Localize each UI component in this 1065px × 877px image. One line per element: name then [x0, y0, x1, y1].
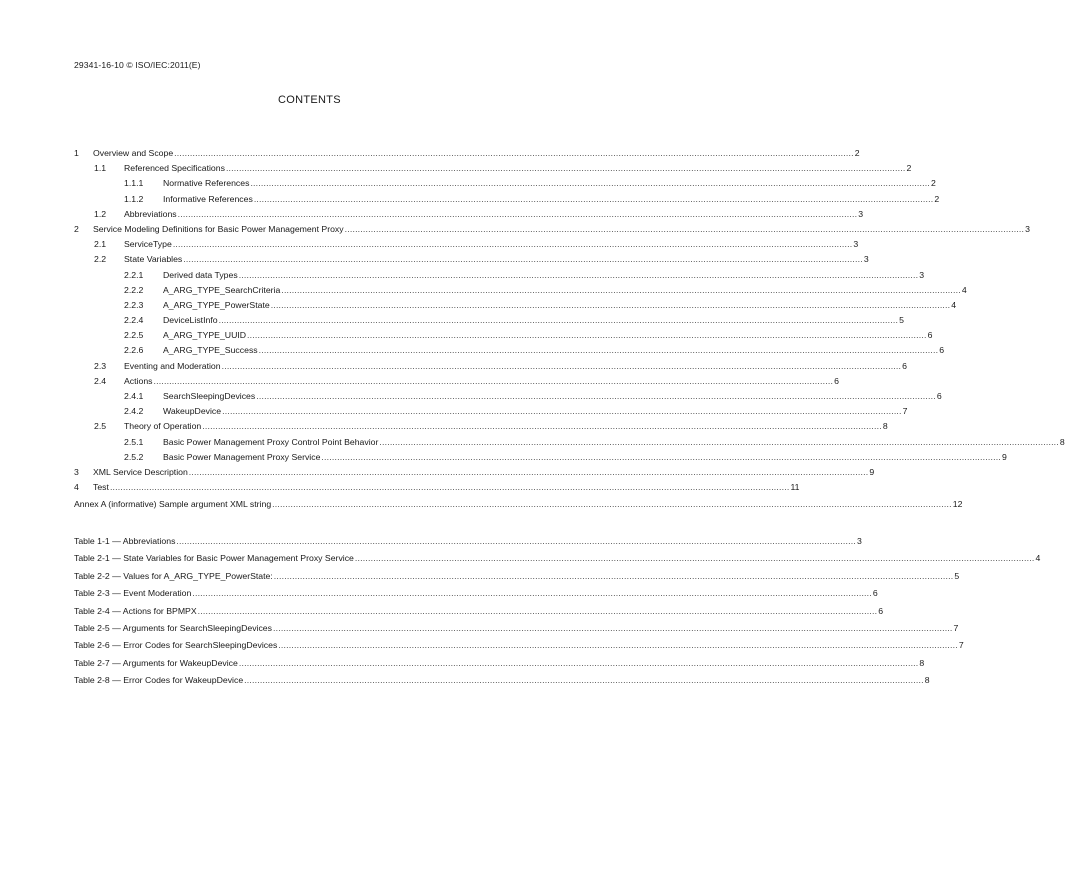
table-list-page: 3 — [856, 536, 862, 546]
toc-entry-title: Theory of Operation — [124, 421, 202, 432]
toc-entry[interactable] — [74, 313, 904, 328]
dot-leader — [250, 176, 930, 191]
document-header: 29341-16-10 © ISO/IEC:2011(E) — [74, 60, 201, 70]
toc-entry-title: Service Modeling Definitions for Basic Power Management Proxy — [93, 223, 344, 234]
dot-leader — [192, 585, 872, 602]
toc-entry-page: 2 — [931, 178, 936, 189]
table-list-page: 8 — [924, 675, 930, 686]
toc-entry-page: 3 — [1025, 223, 1031, 234]
table-list-title: Table 2-7 — Arguments for WakeupDevice — [74, 657, 238, 668]
dot-leader — [239, 655, 919, 672]
dot-leader — [189, 465, 869, 480]
dot-leader — [178, 207, 858, 222]
toc-entry[interactable] — [74, 283, 967, 298]
toc-entry[interactable] — [74, 161, 912, 176]
toc-entry-number: 2.3 — [94, 360, 107, 371]
toc-entry-title: A_ARG_TYPE_UUID — [163, 330, 247, 341]
toc-entry[interactable] — [74, 389, 942, 404]
toc-entry-number: 3 — [74, 466, 79, 477]
toc-entry-number: 2.2.3 — [124, 299, 144, 310]
toc-entry-number: 2.5.1 — [124, 436, 144, 447]
table-list-title: Table 2-1 — State Variables for Basic Power Management Proxy Service — [74, 553, 354, 564]
toc-entry-page: 11 — [790, 482, 800, 493]
dot-leader — [239, 268, 919, 283]
table-list-entry[interactable] — [74, 585, 878, 602]
toc-entry[interactable] — [74, 252, 869, 267]
dot-leader — [259, 343, 939, 358]
table-list-entry[interactable] — [74, 620, 959, 637]
toc-entry-page: 5 — [899, 315, 904, 326]
table-list-title: Table 2-5 — Arguments for SearchSleepingDevices — [74, 622, 272, 633]
toc-entry-page: 6 — [902, 360, 907, 371]
toc-entry-number: 2.1 — [94, 239, 107, 250]
toc-entry[interactable] — [74, 465, 875, 480]
toc-entry-number: 1.1.1 — [124, 178, 144, 189]
toc-entry[interactable] — [74, 192, 940, 207]
toc-entry-title: Basic Power Management Proxy Control Point Behavior — [163, 436, 379, 447]
table-list-entry[interactable] — [74, 568, 960, 585]
dot-leader — [345, 222, 1025, 237]
toc-entry-number: 1.1.2 — [124, 193, 144, 204]
toc-entry-title: Abbreviations — [124, 208, 177, 219]
toc-entry-page: 2 — [854, 148, 860, 158]
toc-entry-number: 1.2 — [94, 208, 107, 219]
dot-leader — [219, 313, 899, 328]
table-list-entry[interactable] — [74, 655, 925, 672]
toc-entry-page: 3 — [858, 208, 864, 219]
table-list-page: 7 — [953, 622, 959, 633]
toc-entry-title: SearchSleepingDevices — [163, 391, 256, 401]
toc-entry-number: 1 — [74, 148, 79, 158]
toc-entry-page: 3 — [919, 269, 925, 280]
dot-leader — [355, 550, 1035, 567]
dot-leader — [226, 161, 906, 176]
toc-entry-number: 2.2 — [94, 254, 107, 265]
table-list-title: Table 2-8 — Error Codes for WakeupDevice — [74, 675, 244, 686]
dot-leader — [379, 435, 1059, 450]
dot-leader — [198, 603, 878, 620]
list-of-tables — [74, 533, 1041, 690]
toc-entry[interactable] — [74, 328, 933, 343]
toc-entry[interactable] — [74, 146, 860, 161]
table-list-title: Table 1-1 — Abbreviations — [74, 536, 176, 546]
dot-leader — [176, 533, 856, 550]
toc-entry-title: Informative References — [163, 193, 253, 204]
table-list-page: 7 — [958, 640, 964, 651]
table-list-entry[interactable] — [74, 672, 930, 689]
contents-title: CONTENTS — [278, 94, 341, 106]
toc-entry-number: 2 — [74, 223, 79, 234]
dot-leader — [174, 146, 854, 161]
table-list-entry[interactable] — [74, 533, 862, 550]
toc-entry[interactable] — [74, 268, 925, 283]
toc-entry-page: 2 — [934, 193, 940, 204]
toc-entry-title: DeviceListInfo — [163, 315, 218, 326]
toc-entry-page: 2 — [906, 163, 912, 174]
toc-entry-number: 2.2.2 — [124, 284, 144, 295]
toc-entry-number: 2.2.4 — [124, 315, 144, 326]
toc-entry-page: 8 — [1059, 436, 1065, 447]
dot-leader — [222, 404, 902, 419]
table-list-title: Table 2-2 — Values for A_ARG_TYPE_PowerState: — [74, 570, 273, 581]
table-list-title: Table 2-4 — Actions for BPMPX — [74, 605, 197, 616]
toc-entry-title: Derived data Types — [163, 269, 238, 280]
toc-entry[interactable] — [74, 359, 907, 374]
toc-entry-title: Eventing and Moderation — [124, 360, 221, 371]
toc-entry-title: WakeupDevice — [163, 406, 222, 417]
toc-entry-title: Overview and Scope — [93, 148, 174, 158]
toc-entry-page: 9 — [869, 466, 875, 477]
toc-entry-page: 7 — [902, 406, 908, 417]
table-list-page: 6 — [878, 605, 884, 616]
dot-leader — [321, 450, 1001, 465]
toc-entry[interactable] — [74, 176, 936, 191]
toc-entry-number: 2.4 — [94, 375, 107, 386]
toc-entry[interactable] — [74, 207, 864, 222]
toc-entry[interactable] — [74, 497, 963, 512]
toc-entry[interactable] — [74, 435, 1065, 450]
toc-entry[interactable] — [74, 343, 945, 358]
dot-leader — [183, 252, 863, 267]
toc-entry-page: 12 — [952, 499, 963, 510]
toc-entry-number: 2.2.1 — [124, 269, 144, 280]
toc-entry-title: State Variables — [124, 254, 183, 265]
toc-entry[interactable] — [74, 222, 1031, 237]
toc-entry-page: 9 — [1001, 451, 1007, 462]
toc-entry[interactable] — [74, 374, 839, 389]
table-list-page: 8 — [919, 657, 925, 668]
toc-entry-page: 3 — [853, 239, 859, 250]
toc-entry-title: Basic Power Management Proxy Service — [163, 451, 321, 462]
toc-entry[interactable] — [74, 237, 859, 252]
dot-leader — [271, 298, 951, 313]
toc-entry-title: A_ARG_TYPE_Success — [163, 345, 258, 356]
table-of-contents — [74, 146, 1065, 513]
table-list-page: 6 — [872, 588, 878, 599]
toc-entry-title: Actions — [124, 375, 153, 386]
toc-entry-number: 2.5 — [94, 421, 107, 432]
toc-entry-title: Test — [93, 482, 109, 493]
dot-leader — [247, 328, 927, 343]
table-list-entry[interactable] — [74, 603, 884, 620]
dot-leader — [202, 419, 882, 434]
toc-entry-page: 6 — [834, 375, 839, 386]
toc-entry-title: A_ARG_TYPE_PowerState — [163, 299, 270, 310]
table-list-entry[interactable] — [74, 637, 964, 654]
toc-entry-page: 6 — [936, 391, 942, 401]
toc-entry-page: 4 — [961, 284, 967, 295]
table-list-title: Table 2-6 — Error Codes for SearchSleepingDevices — [74, 640, 278, 651]
dot-leader — [278, 637, 958, 654]
dot-leader — [274, 568, 954, 585]
toc-entry-title: A_ARG_TYPE_SearchCriteria — [163, 284, 281, 295]
toc-entry-number: 2.5.2 — [124, 451, 144, 462]
dot-leader — [222, 359, 902, 374]
table-list-title: Table 2-3 — Event Moderation — [74, 588, 192, 599]
toc-entry-number: 2.2.5 — [124, 330, 144, 341]
toc-entry-title: Normative References — [163, 178, 250, 189]
dot-leader — [272, 497, 952, 512]
toc-entry-number: 2.4.2 — [124, 406, 144, 417]
dot-leader — [256, 389, 936, 404]
toc-entry[interactable] — [74, 450, 1007, 465]
toc-entry-number: 2.4.1 — [124, 391, 144, 401]
table-list-page: 5 — [954, 570, 960, 581]
toc-entry-page: 8 — [882, 421, 888, 432]
toc-entry-page: 3 — [863, 254, 869, 265]
dot-leader — [244, 672, 924, 689]
toc-entry-page: 6 — [939, 345, 945, 356]
toc-entry-page: 6 — [927, 330, 933, 341]
toc-entry-title: Referenced Specifications — [124, 163, 225, 174]
dot-leader — [273, 620, 953, 637]
toc-entry-number: 2.2.6 — [124, 345, 144, 356]
dot-leader — [110, 480, 790, 495]
dot-leader — [281, 283, 961, 298]
dot-leader — [173, 237, 853, 252]
toc-entry-number: 4 — [74, 482, 79, 493]
toc-entry-number: 1.1 — [94, 163, 107, 174]
table-list-entry[interactable] — [74, 550, 1041, 567]
toc-entry-title: Annex A (informative) Sample argument XML string — [74, 499, 272, 510]
table-list-page: 4 — [1035, 553, 1041, 564]
toc-entry[interactable] — [74, 480, 800, 495]
toc-entry-title: XML Service Description — [93, 466, 188, 477]
toc-entry[interactable] — [74, 404, 908, 419]
toc-entry-title: ServiceType — [124, 239, 172, 250]
toc-entry[interactable] — [74, 419, 888, 434]
toc-entry[interactable] — [74, 298, 957, 313]
toc-entry-page: 4 — [951, 299, 957, 310]
dot-leader — [254, 192, 934, 207]
dot-leader — [154, 374, 834, 389]
